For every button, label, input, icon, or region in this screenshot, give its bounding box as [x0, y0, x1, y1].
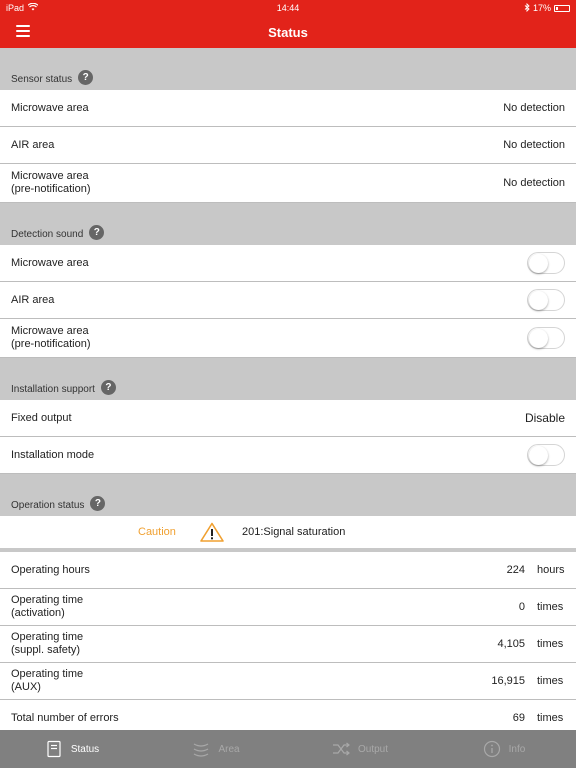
- section-title: Operation status: [11, 500, 85, 511]
- sound-microwave-toggle[interactable]: [527, 252, 565, 274]
- stat-value: 224: [506, 564, 525, 576]
- operation-status-row: [0, 516, 576, 552]
- stat-label: Total number of errors: [11, 711, 119, 724]
- system-status-bar: [0, 0, 576, 16]
- sound-row-air: [0, 282, 576, 319]
- tab-label: Output: [357, 743, 389, 755]
- status-icon: [45, 740, 63, 758]
- wifi-icon: [28, 3, 38, 13]
- area-icon: [192, 740, 210, 758]
- section-title: Sensor status: [11, 74, 73, 85]
- stat-operating-time-suppl-safety: [0, 626, 576, 663]
- tab-label: Area: [218, 743, 240, 755]
- sensor-row-microwave: [0, 90, 576, 127]
- stat-operating-hours: [0, 552, 576, 589]
- section-title: Detection sound: [11, 229, 84, 240]
- stat-value: 16,915: [491, 675, 525, 687]
- help-icon[interactable]: ?: [89, 225, 104, 240]
- row-value: No detection: [503, 177, 565, 189]
- stat-label: Operating time (activation): [11, 594, 84, 619]
- stat-unit: times: [537, 675, 564, 687]
- info-icon: [483, 740, 501, 758]
- clock: 14:44: [276, 3, 300, 13]
- stat-value: 69: [512, 712, 525, 724]
- installation-mode-toggle[interactable]: [527, 444, 565, 466]
- menu-button[interactable]: [16, 25, 30, 37]
- battery-icon: [554, 5, 570, 12]
- tab-label: Status: [70, 743, 100, 755]
- section-operation-status: [0, 474, 576, 516]
- stat-operating-time-aux: [0, 663, 576, 700]
- sound-air-toggle[interactable]: [527, 289, 565, 311]
- bluetooth-icon: [524, 3, 530, 14]
- row-label: Microwave area (pre-notification): [11, 325, 91, 350]
- row-label: Installation mode: [11, 448, 95, 461]
- sound-row-microwave-pre: [0, 319, 576, 358]
- output-icon: [332, 740, 350, 758]
- section-sensor-status: [0, 48, 576, 90]
- row-label: AIR area: [11, 293, 55, 306]
- installation-mode-row: [0, 437, 576, 474]
- row-value: No detection: [503, 102, 565, 114]
- sensor-row-air: [0, 127, 576, 164]
- sensor-row-microwave-pre: [0, 164, 576, 203]
- help-icon[interactable]: ?: [78, 70, 93, 85]
- section-installation-support: [0, 358, 576, 400]
- stat-unit: times: [537, 638, 564, 650]
- tab-output[interactable]: [288, 730, 432, 768]
- page-title: Status: [268, 24, 308, 40]
- section-detection-sound: [0, 203, 576, 245]
- stat-operating-time-activation: [0, 589, 576, 626]
- stat-value: 0: [518, 601, 525, 613]
- row-label: Fixed output: [11, 411, 72, 424]
- sound-microwave-pre-toggle[interactable]: [527, 327, 565, 349]
- row-label: Microwave area: [11, 256, 89, 269]
- row-value: No detection: [503, 139, 565, 151]
- tab-area[interactable]: [144, 730, 288, 768]
- stat-unit: hours: [537, 564, 565, 576]
- fixed-output-row[interactable]: [0, 400, 576, 437]
- section-title: Installation support: [11, 384, 95, 395]
- stat-label: Operating hours: [11, 563, 90, 576]
- stat-value: 4,105: [497, 638, 525, 650]
- battery-percent: 17%: [532, 3, 551, 13]
- stat-total-errors: [0, 700, 576, 730]
- sound-row-microwave: [0, 245, 576, 282]
- tab-info[interactable]: [432, 730, 576, 768]
- fixed-output-value[interactable]: Disable: [524, 411, 565, 425]
- stat-unit: times: [537, 712, 564, 724]
- top-bar: [0, 0, 576, 48]
- status-level: Caution: [138, 526, 176, 538]
- status-message: 201:Signal saturation: [242, 526, 346, 538]
- help-icon[interactable]: ?: [101, 380, 116, 395]
- warning-icon: [200, 522, 224, 542]
- row-label: AIR area: [11, 138, 55, 151]
- tab-bar: [0, 730, 576, 768]
- row-label: Microwave area (pre-notification): [11, 170, 91, 195]
- help-icon[interactable]: ?: [90, 496, 105, 511]
- tab-label: Info: [508, 743, 526, 755]
- device-name: iPad: [6, 3, 25, 13]
- stat-unit: times: [537, 601, 564, 613]
- status-content[interactable]: [0, 48, 576, 730]
- tab-status[interactable]: [0, 730, 144, 768]
- navigation-bar: [0, 16, 576, 48]
- stat-label: Operating time (suppl. safety): [11, 631, 84, 656]
- stat-label: Operating time (AUX): [11, 668, 84, 693]
- row-label: Microwave area: [11, 101, 89, 114]
